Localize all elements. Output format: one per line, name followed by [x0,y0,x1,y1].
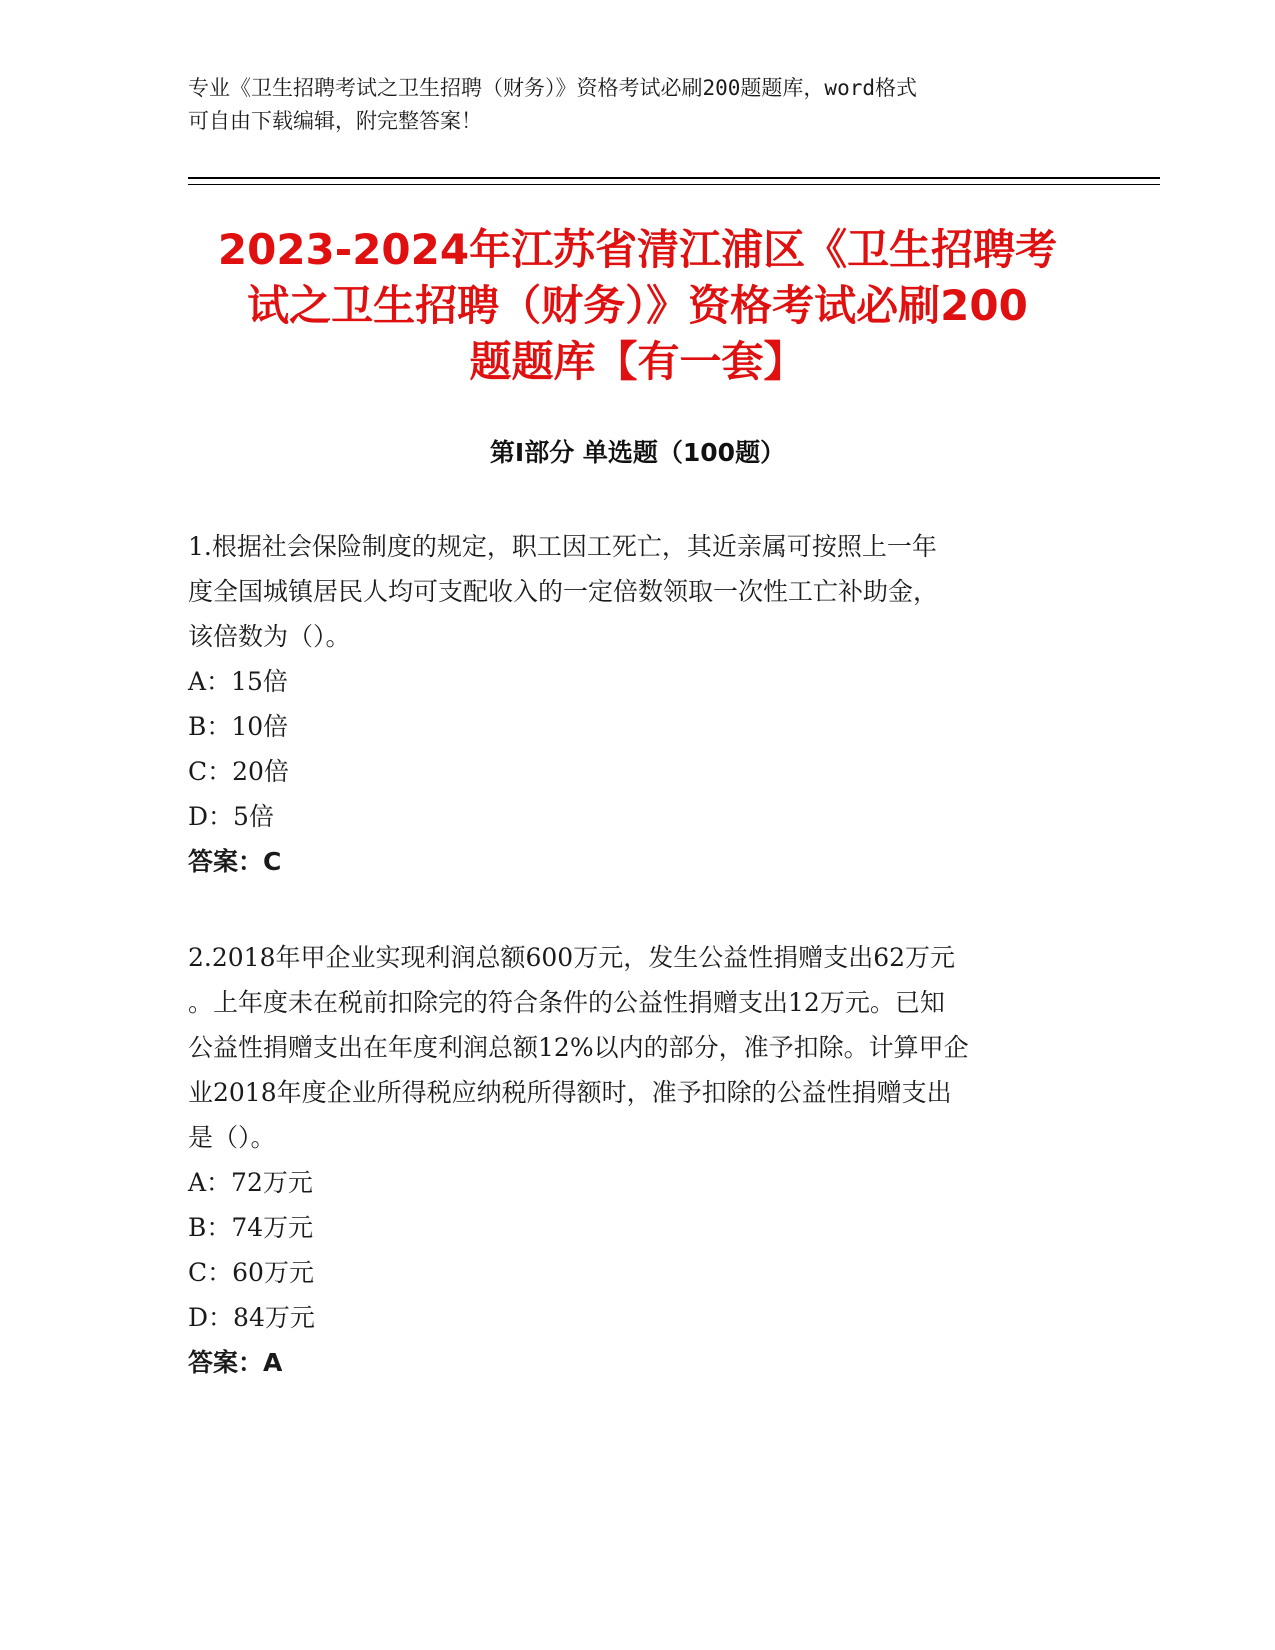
question-stem-line: 该倍数为（）。 [188,622,351,651]
header-divider-thin [188,184,1160,185]
option-d: D：5倍 [188,802,274,831]
question-stem-line: 是（）。 [188,1123,276,1152]
answer-label: 答案：C [188,847,282,876]
question-stem-line: 公益性捐赠支出在年度利润总额12%以内的部分，准予扣除。计算甲企 [188,1033,969,1062]
option-a: A：15倍 [188,667,288,696]
document-title-line-3: 题题库【有一套】 [469,337,806,386]
answer-label: 答案：A [188,1348,283,1377]
document-title-line-2: 试之卫生招聘（财务）》资格考试必刷200 [247,281,1028,330]
question-2 [188,935,1088,1385]
option-d: D：84万元 [188,1303,315,1332]
question-stem-line: 度全国城镇居民人均可支配收入的一定倍数领取一次性工亡补助金， [188,577,939,606]
question-stem-line: 。上年度未在税前扣除完的符合条件的公益性捐赠支出12万元。已知 [188,988,945,1017]
option-b: B：10倍 [188,712,289,741]
header-note-line-2: 可自由下载编辑，附完整答案！ [188,109,482,133]
header-divider-thick [188,177,1160,179]
question-stem-line: 1.根据社会保险制度的规定，职工因工死亡，其近亲属可按照上一年 [188,532,937,561]
question-stem-line: 2.2018年甲企业实现利润总额600万元，发生公益性捐赠支出62万元 [188,943,956,972]
question-stem [188,524,1088,659]
question-1 [188,524,1088,884]
header-note-line-1: 专业《卫生招聘考试之卫生招聘（财务）》资格考试必刷200题题库，word格式 [188,76,917,100]
header-note [188,72,1068,138]
option-c: C：20倍 [188,757,289,786]
document-title [150,222,1125,390]
question-stem [188,935,1088,1160]
option-b: B：74万元 [188,1213,314,1242]
question-stem-line: 业2018年度企业所得税应纳税所得额时，准予扣除的公益性捐赠支出 [188,1078,952,1107]
option-c: C：60万元 [188,1258,314,1287]
document-title-line-1: 2023-2024年江苏省清江浦区《卫生招聘考 [217,225,1058,274]
section-title: 第Ⅰ部分 单选题（100题） [489,438,786,467]
option-a: A：72万元 [188,1168,313,1197]
